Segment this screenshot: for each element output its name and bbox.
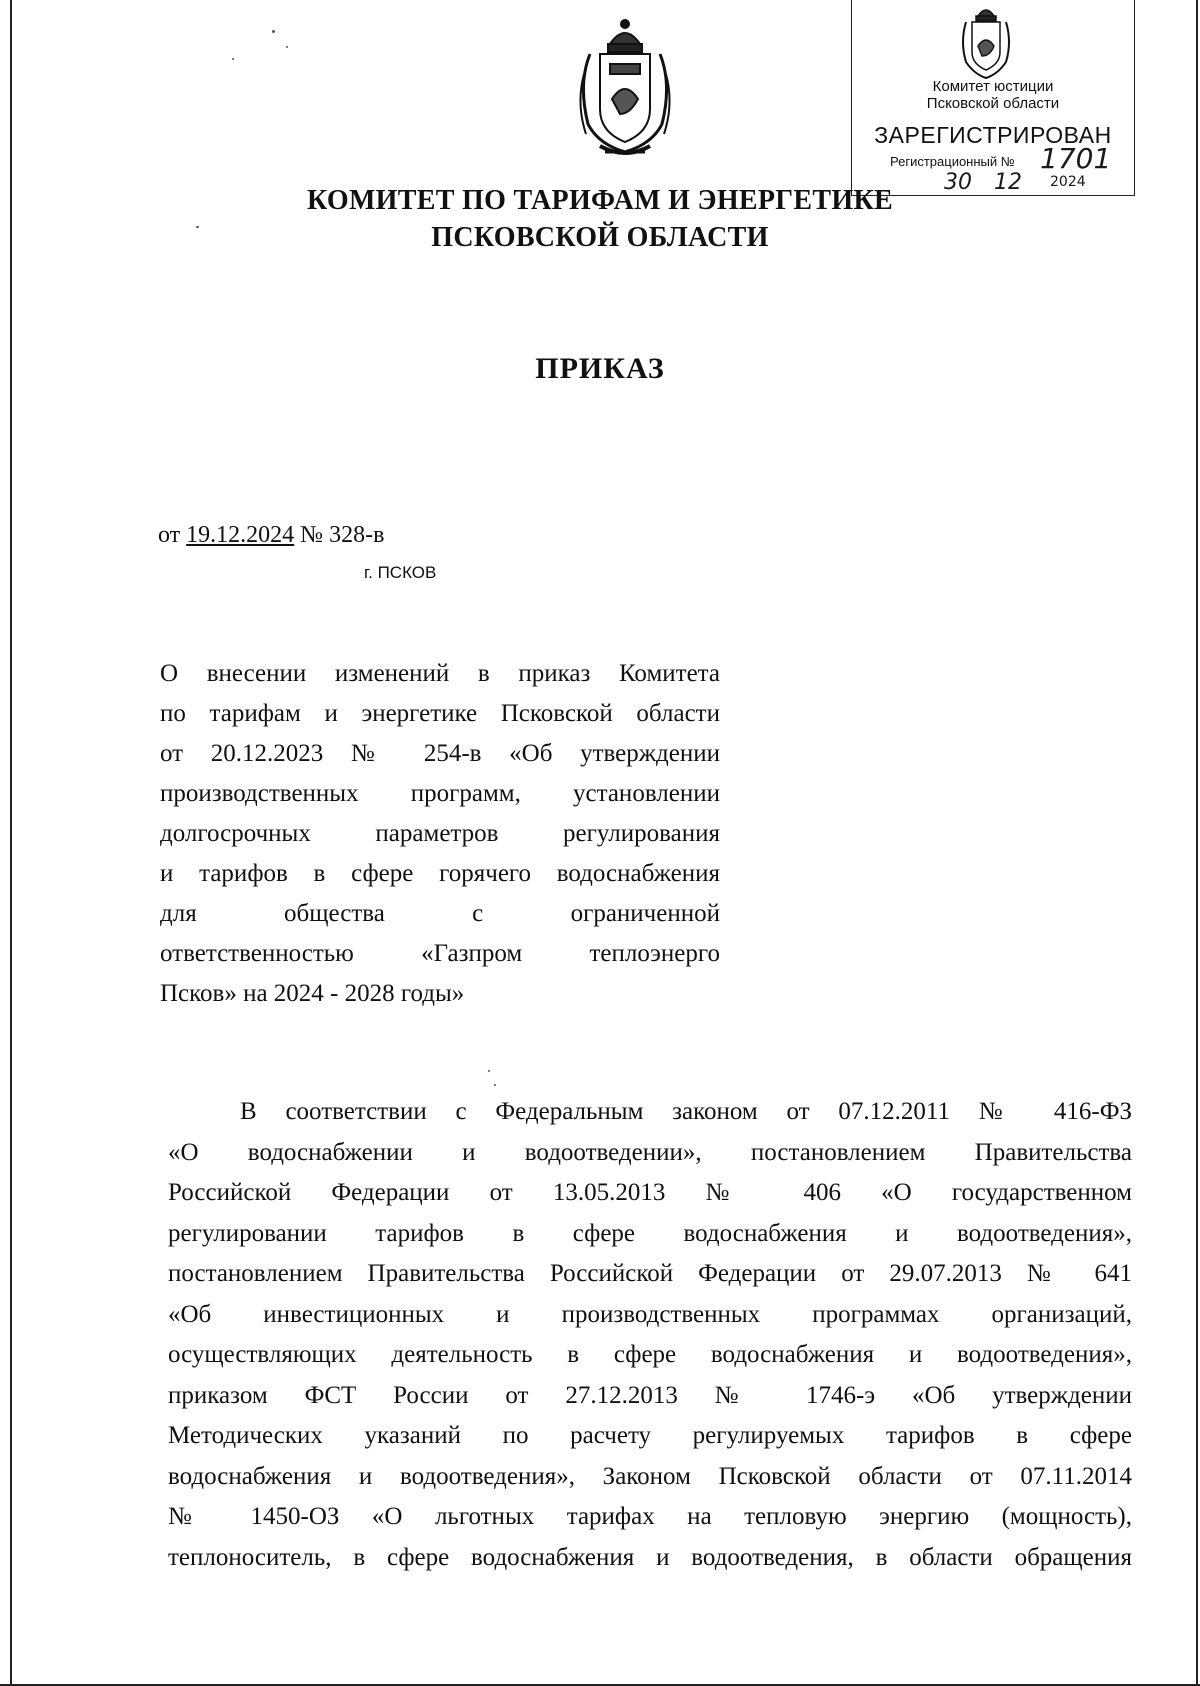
stamp-status: ЗАРЕГИСТРИРОВАН	[874, 122, 1112, 148]
stamp-coat-of-arms-icon	[956, 2, 1016, 80]
scan-speck	[286, 46, 288, 48]
order-subject	[160, 654, 720, 1014]
body-line: Российской Федерации от 13.05.2013 № 406 «О государственном	[168, 1179, 1132, 1206]
subject-line: производственных программ, установлении	[160, 780, 720, 807]
date-prefix: от	[158, 522, 187, 548]
body-line: осуществляющих деятельность в сфере водоснабжения и водоотведения»,	[168, 1341, 1132, 1368]
body-line: приказом ФСТ России от 27.12.2013 № 1746-э «Об утверждении	[168, 1381, 1132, 1409]
scan-speck	[196, 226, 199, 228]
stamp-reg-number: 1701	[1040, 142, 1112, 175]
order-date-line	[158, 522, 384, 549]
subject-line: Псков» на 2024 - 2028 годы»	[160, 980, 465, 1007]
org-title-line1: КОМИТЕТ ПО ТАРИФАМ И ЭНЕРГЕТИКЕ	[306, 185, 894, 216]
scan-speck	[494, 1084, 496, 1086]
subject-line: от 20.12.2023 № 254-в «Об утверждении	[160, 740, 720, 767]
order-number: № 328-в	[294, 522, 385, 548]
scan-speck	[272, 30, 275, 33]
stamp-reg-year: 2024	[1050, 174, 1086, 190]
order-city: г. ПСКОВ	[364, 563, 437, 582]
scan-speck	[488, 1070, 490, 1072]
subject-line: для общества с ограниченной	[160, 900, 720, 927]
scan-speck	[232, 58, 234, 60]
subject-line: по тарифам и энергетике Псковской области	[160, 700, 720, 727]
document-type: ПРИКАЗ	[535, 352, 665, 385]
subject-line: ответственностью «Газпром теплоэнерго	[160, 940, 720, 967]
subject-line: О внесении изменений в приказ Комитета	[160, 660, 720, 687]
body-line: теплоноситель, в сфере водоснабжения и водоотведения, в области обращения	[168, 1543, 1132, 1571]
body-line: «Об инвестиционных и производственных программах организаций,	[168, 1300, 1132, 1328]
subject-line: и тарифов в сфере горячего водоснабжения	[160, 860, 720, 887]
order-date: 19.12.2024	[186, 522, 295, 548]
body-line: «О водоснабжении и водоотведении», постановлением Правительства	[168, 1138, 1132, 1166]
body-line: № 1450-ОЗ «О льготных тарифах на тепловую энергию (мощность),	[168, 1503, 1132, 1530]
body-line: В соответствии с Федеральным законом от 07.12.2011 № 416-ФЗ	[240, 1098, 1132, 1125]
org-title-line2: ПСКОВСКОЙ ОБЛАСТИ	[431, 222, 769, 253]
stamp-reg-month: 12	[994, 170, 1022, 195]
subject-line: долгосрочных параметров регулирования	[160, 820, 720, 847]
stamp-org-line2: Псковской области	[926, 95, 1060, 112]
order-body	[168, 1092, 1132, 1578]
body-line: водоснабжения и водоотведения», Законом Псковской области от 07.11.2014	[168, 1462, 1132, 1490]
body-line: Методических указаний по расчету регулируемых тарифов в сфере	[168, 1422, 1132, 1449]
body-line: постановлением Правительства Российской Федерации от 29.07.2013 № 641	[168, 1260, 1132, 1287]
coat-of-arms-icon	[570, 14, 680, 162]
body-line: регулировании тарифов в сфере водоснабжения и водоотведения»,	[168, 1219, 1132, 1247]
stamp-reg-label: Регистрационный №	[890, 154, 1015, 169]
stamp-reg-day: 30	[944, 170, 972, 195]
registration-stamp	[851, 0, 1135, 196]
stamp-org-line1: Комитет юстиции	[932, 78, 1054, 95]
